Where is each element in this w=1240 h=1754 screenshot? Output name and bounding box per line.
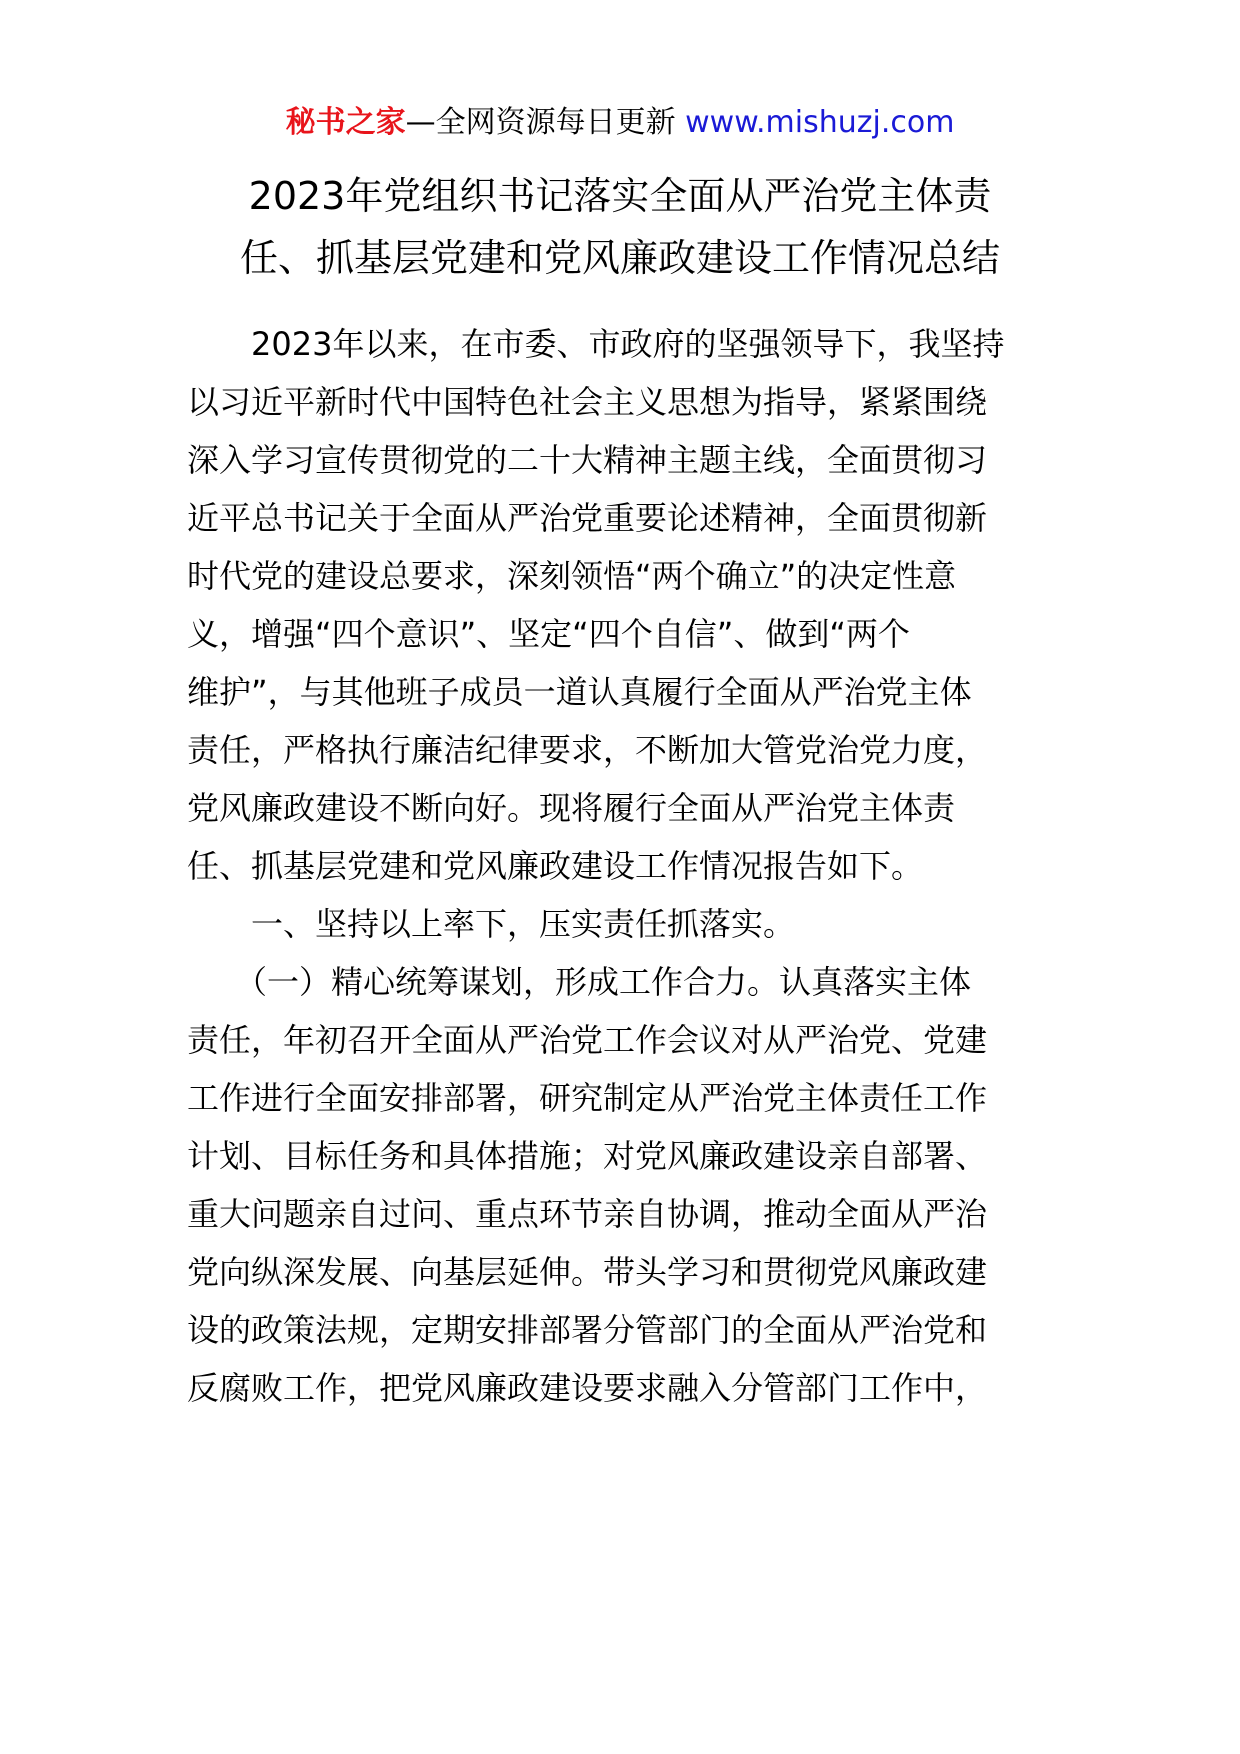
- body-line: （一）精心统筹谋划，形成工作合力。认真落实主体: [187, 963, 972, 1001]
- title-line-2: 任、抓基层党建和党风廉政建设工作情况总结: [239, 236, 1000, 280]
- site-header: [0, 103, 1240, 143]
- body-line: 深入学习宣传贯彻党的二十大精神主题主线，全面贯彻习: [187, 441, 988, 479]
- body-line: 近平总书记关于全面从严治党重要论述精神，全面贯彻新: [187, 499, 988, 537]
- body-line: 责任，严格执行廉洁纪律要求，不断加大管党治党力度，: [187, 731, 988, 769]
- body-line: 义，增强“四个意识”、坚定“四个自信”、做到“两个: [187, 615, 910, 653]
- body-line: 重大问题亲自过问、重点环节亲自协调，推动全面从严治: [187, 1195, 988, 1233]
- body-line: 责任，年初召开全面从严治党工作会议对从严治党、党建: [187, 1021, 988, 1059]
- brand-name: 秘书之家: [285, 105, 406, 140]
- site-url-link[interactable]: www.mishuzj.com: [685, 105, 955, 140]
- body-line: 设的政策法规，定期安排部署分管部门的全面从严治党和: [187, 1311, 988, 1349]
- header-tagline: —全网资源每日更新: [405, 105, 676, 140]
- body-line: 以习近平新时代中国特色社会主义思想为指导，紧紧围绕: [187, 383, 988, 421]
- title-line-1: 2023年党组织书记落实全面从严治党主体责: [248, 174, 992, 218]
- body-line: 2023年以来，在市委、市政府的坚强领导下，我坚持: [187, 325, 1005, 363]
- body-line: 反腐败工作，把党风廉政建设要求融入分管部门工作中，: [187, 1369, 988, 1407]
- body-line: 时代党的建设总要求，深刻领悟“两个确立”的决定性意: [187, 557, 957, 595]
- section-heading: 一、坚持以上率下，压实责任抓落实。: [187, 905, 796, 943]
- body-line: 维护”，与其他班子成员一道认真履行全面从严治党主体: [187, 673, 972, 711]
- body-line: 任、抓基层党建和党风廉政建设工作情况报告如下。: [187, 847, 924, 885]
- document-title: [190, 165, 1050, 289]
- body-line: 党向纵深发展、向基层延伸。带头学习和贯彻党风廉政建: [187, 1253, 988, 1291]
- body-line: 党风廉政建设不断向好。现将履行全面从严治党主体责: [187, 789, 956, 827]
- body-line: 计划、目标任务和具体措施；对党风廉政建设亲自部署、: [187, 1137, 988, 1175]
- body-line: 工作进行全面安排部署，研究制定从严治党主体责任工作: [187, 1079, 988, 1117]
